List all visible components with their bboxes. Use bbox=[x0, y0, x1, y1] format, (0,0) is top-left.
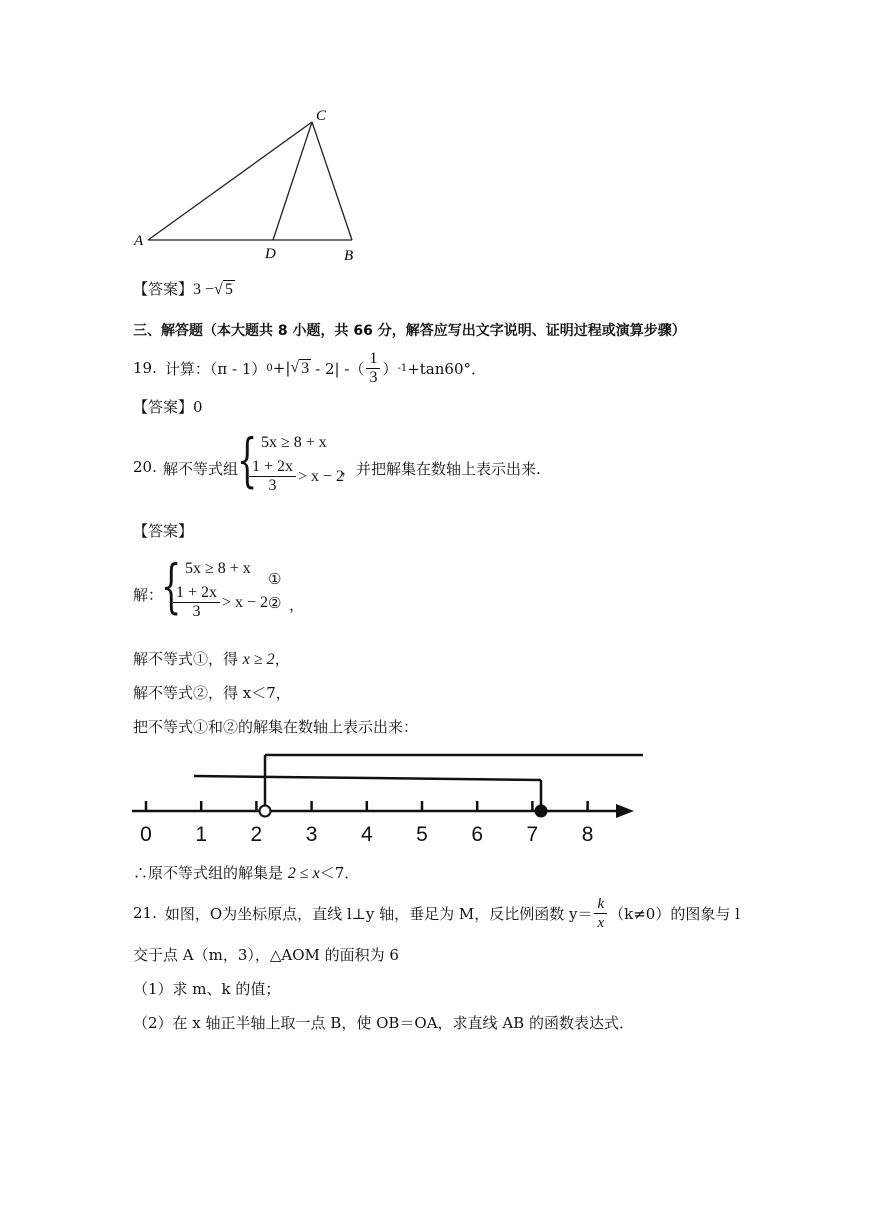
conclusion-math: 2 ≤ x bbox=[287, 865, 320, 882]
tick-label-0: 0 bbox=[140, 823, 152, 846]
ans20-comma: ， bbox=[289, 596, 305, 614]
label-d: D bbox=[265, 246, 276, 262]
left-brace: { bbox=[237, 426, 258, 494]
q20-fraction bbox=[249, 458, 296, 495]
label-b: B bbox=[344, 248, 354, 264]
q21-line1a: 如图，O为坐标原点，直线 l⊥y 轴，垂足为 M，反比例函数 y＝ bbox=[164, 904, 593, 923]
q19-after-sqrt: - 2| -（ bbox=[315, 359, 365, 378]
q19-lead: 计算：（π - 1） bbox=[164, 359, 267, 378]
tick-label-1: 1 bbox=[195, 823, 208, 846]
ans20-line1: 5x ≥ 8 + x bbox=[185, 560, 251, 577]
question-21-sub2: （2）在 x 轴正半轴上取一点 B，使 OB＝OA，求直线 AB 的函数表达式． bbox=[133, 1014, 634, 1032]
label-a: A bbox=[134, 233, 144, 249]
tick-label-8: 8 bbox=[581, 823, 594, 846]
step-2: 解不等式②，得 x＜7， bbox=[133, 684, 291, 702]
left-brace: { bbox=[161, 552, 182, 620]
question-19 bbox=[133, 348, 486, 388]
axis-arrow bbox=[616, 804, 634, 818]
step1-text: 解不等式①，得 bbox=[133, 650, 239, 668]
q19-fraction bbox=[366, 350, 380, 387]
tick-label-6: 6 bbox=[471, 823, 484, 846]
q21-line1b: （k≠0）的图象与 l bbox=[609, 904, 740, 923]
step-1 bbox=[133, 648, 290, 669]
question-21-sub1: （1）求 m、k 的值； bbox=[133, 980, 281, 998]
ans20-line2-rest: > x − 2 bbox=[222, 594, 269, 611]
fraction-numerator: k bbox=[594, 895, 607, 914]
jie-label: 解： bbox=[133, 586, 164, 604]
q21-fraction bbox=[594, 895, 607, 932]
q19-number: 19. bbox=[133, 359, 157, 377]
answer-18 bbox=[133, 278, 235, 299]
q20-lead: 解不等式组 bbox=[163, 460, 239, 478]
answer-value: 0 bbox=[193, 398, 203, 416]
open-point-2 bbox=[260, 806, 271, 817]
ticks-group bbox=[140, 801, 593, 846]
q20-tail: ，并把解集在数轴上表示出来. bbox=[341, 460, 541, 478]
fraction-numerator: 1 + 2x bbox=[173, 584, 220, 603]
q19-exp0: 0 bbox=[266, 362, 273, 374]
q19-exp-neg1: -1 bbox=[397, 362, 408, 374]
triangle-figure bbox=[120, 100, 380, 270]
sqrt-sign: √ bbox=[214, 281, 223, 298]
tick-label-7: 7 bbox=[526, 823, 539, 846]
q20-line2-rest: > x − 2 bbox=[298, 468, 345, 485]
fraction-numerator: 1 bbox=[366, 350, 380, 369]
q19-plus-abs: +| bbox=[272, 359, 291, 377]
q21-number: 21. bbox=[133, 904, 157, 922]
answer-tag: 【答案】 bbox=[133, 398, 194, 416]
fraction-denominator: 3 bbox=[268, 477, 277, 494]
sqrt-radicand: 5 bbox=[224, 281, 233, 298]
fraction-numerator: 1 + 2x bbox=[249, 458, 296, 477]
side-ac bbox=[148, 122, 312, 240]
sqrt-sign: √ bbox=[290, 359, 300, 376]
question-20 bbox=[133, 428, 613, 504]
question-21-line2: 交于点 A（m，3），△AOM 的面积为 6 bbox=[133, 946, 399, 964]
fraction-denominator: x bbox=[597, 914, 605, 931]
question-21-line1 bbox=[133, 892, 740, 934]
tick-label-2: 2 bbox=[250, 823, 263, 846]
q19-tail: +tan60°． bbox=[407, 359, 486, 378]
conclusion-end: ＜7． bbox=[319, 864, 360, 882]
conclusion-text: ∴原不等式组的解集是 bbox=[133, 864, 284, 882]
number-line bbox=[128, 745, 648, 855]
tick-label-5: 5 bbox=[416, 823, 428, 846]
label-c: C bbox=[316, 108, 327, 124]
segment-cd bbox=[273, 122, 312, 240]
tick-label-3: 3 bbox=[305, 823, 318, 846]
mark-2: ② bbox=[268, 594, 282, 612]
side-cb bbox=[312, 122, 352, 240]
ans20-fraction bbox=[173, 584, 220, 621]
answer-tag: 【答案】 bbox=[133, 280, 194, 298]
section-heading: 三、解答题（本大题共 8 小题，共 66 分，解答应写出文字说明、证明过程或演算步骤） bbox=[133, 323, 686, 339]
fraction-denominator: 3 bbox=[192, 603, 201, 620]
answer-expr: 3 − bbox=[193, 281, 215, 298]
step-3: 把不等式①和②的解集在数轴上表示出来： bbox=[133, 718, 419, 736]
q20-number: 20. bbox=[133, 458, 157, 476]
q19-radicand: 3 bbox=[301, 359, 310, 377]
q20-line1: 5x ≥ 8 + x bbox=[261, 434, 327, 451]
q19-close: ） bbox=[382, 359, 398, 378]
conclusion bbox=[133, 862, 359, 883]
tick-label-4: 4 bbox=[360, 823, 373, 846]
mark-1: ① bbox=[268, 570, 282, 588]
closed-point-7 bbox=[535, 805, 548, 818]
fraction-denominator: 3 bbox=[369, 368, 378, 386]
solution-bracket-second-top bbox=[194, 776, 541, 780]
answer-20-tag: 【答案】 bbox=[133, 522, 194, 540]
answer-19 bbox=[133, 396, 203, 417]
step1-end: ， bbox=[274, 650, 290, 668]
step1-math: x ≥ 2 bbox=[242, 651, 275, 668]
answer-20-system bbox=[133, 554, 433, 630]
